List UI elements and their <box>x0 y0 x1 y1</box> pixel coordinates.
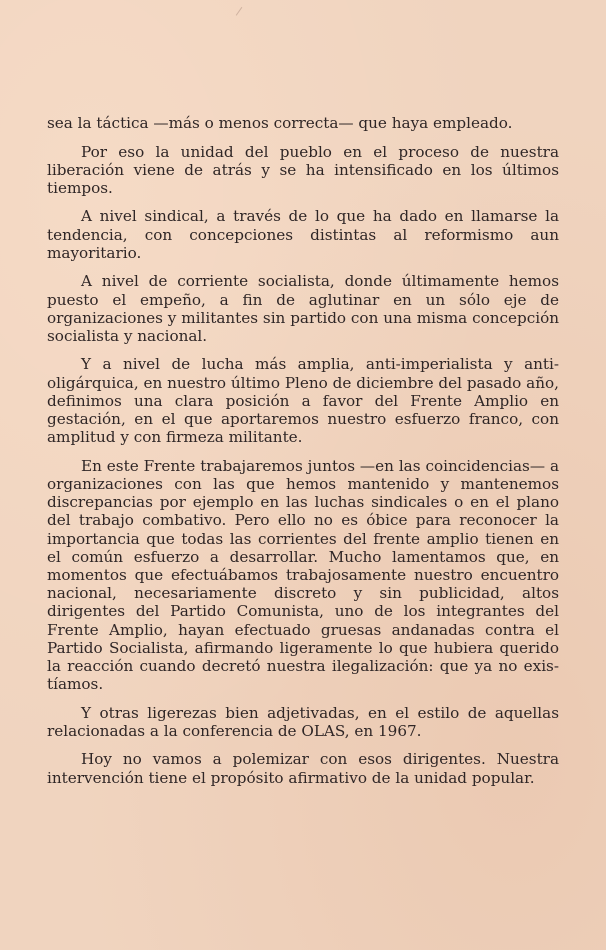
paragraph-7: Y otras ligerezas bien adjetivadas, en el estilo de aquellas relacionadas a la conferencia de OLAS, en 1967. <box>47 703 559 740</box>
paragraph-5: Y a nivel de lucha más amplia, anti-imperialista y anti-oligárquica, en nuestro último Pleno de diciembre del pasado año, definimos una clara posición a favor del Frente Amplio en gestación, en el que aportaremos nuestro esfuerzo franco, con amplitud y con firmeza militante. <box>47 355 559 447</box>
paragraph-8: Hoy no vamos a polemizar con esos dirigentes. Nuestra intervención tiene el propósito afirmativo de la unidad popular. <box>47 750 559 787</box>
paragraph-6: En este Frente trabajaremos juntos —en las coincidencias— a organizaciones con las que hemos mantenido y mantenemos discrepancias por ejemplo en las luchas sindicales o en el plano del trabajo combativo. Pero ello no es óbice para reconocer la importancia que todas las corrientes del frente amplio tienen en el común esfuerzo a desarrollar. Mucho lamentamos que, en momentos que efectuábamos trabajosamente nuestro encuentro nacional, necesariamente discreto y sin publicidad, altos dirigentes del Partido Comunista, uno de los integrantes del Frente Amplio, hayan efectuado gruesas andanadas contra el Partido Socialista, afirmando ligeramente lo que hubiera querido la reacción cuando decretó nuestra ilegalización: que ya no existíamos. <box>47 456 559 694</box>
paragraph-1: sea la táctica —más o menos correcta— que haya empleado. <box>47 114 513 132</box>
paragraph-3: A nivel sindical, a través de lo que ha dado en llamarse la tendencia, con concepciones distintas al reformismo aun mayoritario. <box>47 207 559 262</box>
pencil-mark <box>236 7 247 19</box>
paragraph-4: A nivel de corriente socialista, donde últimamente hemos puesto el empeño, a fin de aglutinar en un sólo eje de organizaciones y militantes sin partido con una misma concepción socialista y nacional. <box>47 272 559 345</box>
paragraph-2: Por eso la unidad del pueblo en el proceso de nuestra liberación viene de atrás y se ha intensificado en los últimos tiempos. <box>47 142 559 197</box>
body-text <box>47 114 559 797</box>
